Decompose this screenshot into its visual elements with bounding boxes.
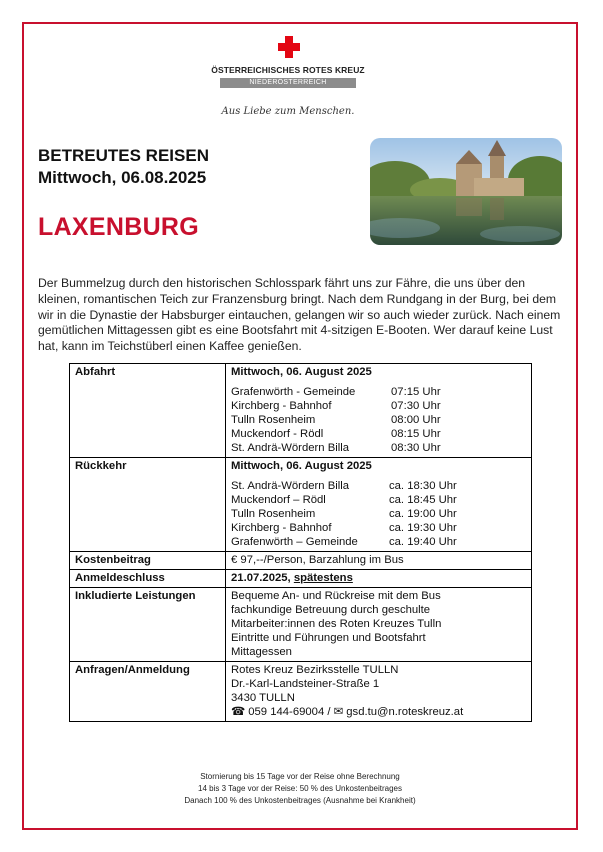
red-cross-icon <box>278 36 300 58</box>
org-region: NIEDERÖSTERREICH <box>220 78 356 88</box>
red-cross-logo <box>208 32 368 122</box>
included-label: Inkludierte Leistungen <box>70 588 226 662</box>
included-item: Mitarbeiter:innen des Roten Kreuzes Tulln <box>231 618 442 630</box>
contact-phone-email <box>231 705 527 719</box>
policy-line: 14 bis 3 Tage vor der Reise: 50 % des Unkostenbeitrages <box>198 784 402 793</box>
table-row-deadline <box>70 570 532 588</box>
contact-line: 3430 TULLN <box>231 692 295 704</box>
cost-label: Kostenbeitrag <box>70 552 226 570</box>
policy-line: Stornierung bis 15 Tage vor der Reise ohne Berechnung <box>200 772 400 781</box>
departure-cell <box>226 364 532 458</box>
policy-line: Danach 100 % des Unkostenbeitrages (Ausnahme bei Krankheit) <box>184 796 416 805</box>
trip-category: BETREUTES REISEN <box>38 146 209 165</box>
deadline-suffix: spätestens <box>293 572 353 584</box>
intro-text: Der Bummelzug durch den historischen Schlosspark fährt uns zur Fähre, die uns über den kleinen, romantischen Teich zur Franzensburg bringt. Nach dem Rundgang in der Burg, bei dem wir in die Dynastie der Habsburger eintauchen, gelangen wir so auch wieder zurück. Nach einem gemütlichen Mittagessen gibt es eine Bootsfahrt mit 4-sitzigen E-Booten. Wer darauf keine Lust hat, kann im Teichstüberl einen Kaffee genießen. <box>38 276 561 354</box>
included-cell <box>226 588 532 662</box>
trip-date: Mittwoch, 06.08.2025 <box>38 168 207 187</box>
included-item: fachkundige Betreuung durch geschulte <box>231 604 431 616</box>
page-title: LAXENBURG <box>38 213 200 241</box>
org-name: ÖSTERREICHISCHES ROTES KREUZ <box>211 65 365 75</box>
departure-stop: Kirchberg - Bahnhof 07:30 Uhr <box>231 400 441 412</box>
table-row-departure <box>70 364 532 458</box>
trip-info-table <box>69 363 532 722</box>
included-item: Bequeme An- und Rückreise mit dem Bus <box>231 590 441 602</box>
return-date: Mittwoch, 06. August 2025 <box>231 460 372 472</box>
contact-line: Dr.-Karl-Landsteiner-Straße 1 <box>231 678 380 690</box>
contact-cell <box>226 662 532 722</box>
return-stop: St. Andrä-Wördern Billa ca. 18:30 Uhr <box>231 480 457 492</box>
contact-line: Rotes Kreuz Bezirksstelle TULLN <box>231 664 399 676</box>
deadline-cell <box>226 570 532 588</box>
cancellation-policy <box>40 771 560 807</box>
table-row-return <box>70 458 532 552</box>
deadline-date: 21.07.2025, <box>231 572 291 584</box>
contact-email[interactable]: gsd.tu@n.roteskreuz.at <box>346 706 464 718</box>
laxenburg-photo <box>370 138 562 245</box>
contact-phone[interactable]: 059 144-69004 / <box>248 706 331 718</box>
departure-date: Mittwoch, 06. August 2025 <box>231 366 372 378</box>
cost-value: € 97,--/Person, Barzahlung im Bus <box>226 552 532 570</box>
departure-stop: Tulln Rosenheim 08:00 Uhr <box>231 414 441 426</box>
departure-label: Abfahrt <box>70 364 226 458</box>
table-row-contact <box>70 662 532 722</box>
return-label: Rückkehr <box>70 458 226 552</box>
phone-icon: ☎ <box>231 706 246 718</box>
departure-stop: Grafenwörth - Gemeinde 07:15 Uhr <box>231 386 441 398</box>
included-item: Mittagessen <box>231 646 292 658</box>
departure-stop: St. Andrä-Wördern Billa 08:30 Uhr <box>231 442 441 454</box>
return-stop: Grafenwörth – Gemeinde ca. 19:40 Uhr <box>231 536 457 548</box>
table-row-included <box>70 588 532 662</box>
return-stop: Kirchberg - Bahnhof ca. 19:30 Uhr <box>231 522 457 534</box>
return-stop: Muckendorf – Rödl ca. 18:45 Uhr <box>231 494 457 506</box>
mail-icon: ✉ <box>333 706 344 718</box>
contact-label: Anfragen/Anmeldung <box>70 662 226 722</box>
deadline-label: Anmeldeschluss <box>70 570 226 588</box>
included-item: Eintritte und Führungen und Bootsfahrt <box>231 632 426 644</box>
org-slogan: Aus Liebe zum Menschen. <box>221 106 355 117</box>
table-row-cost <box>70 552 532 570</box>
departure-stop: Muckendorf - Rödl 08:15 Uhr <box>231 428 441 440</box>
return-cell <box>226 458 532 552</box>
return-stop: Tulln Rosenheim ca. 19:00 Uhr <box>231 508 457 520</box>
